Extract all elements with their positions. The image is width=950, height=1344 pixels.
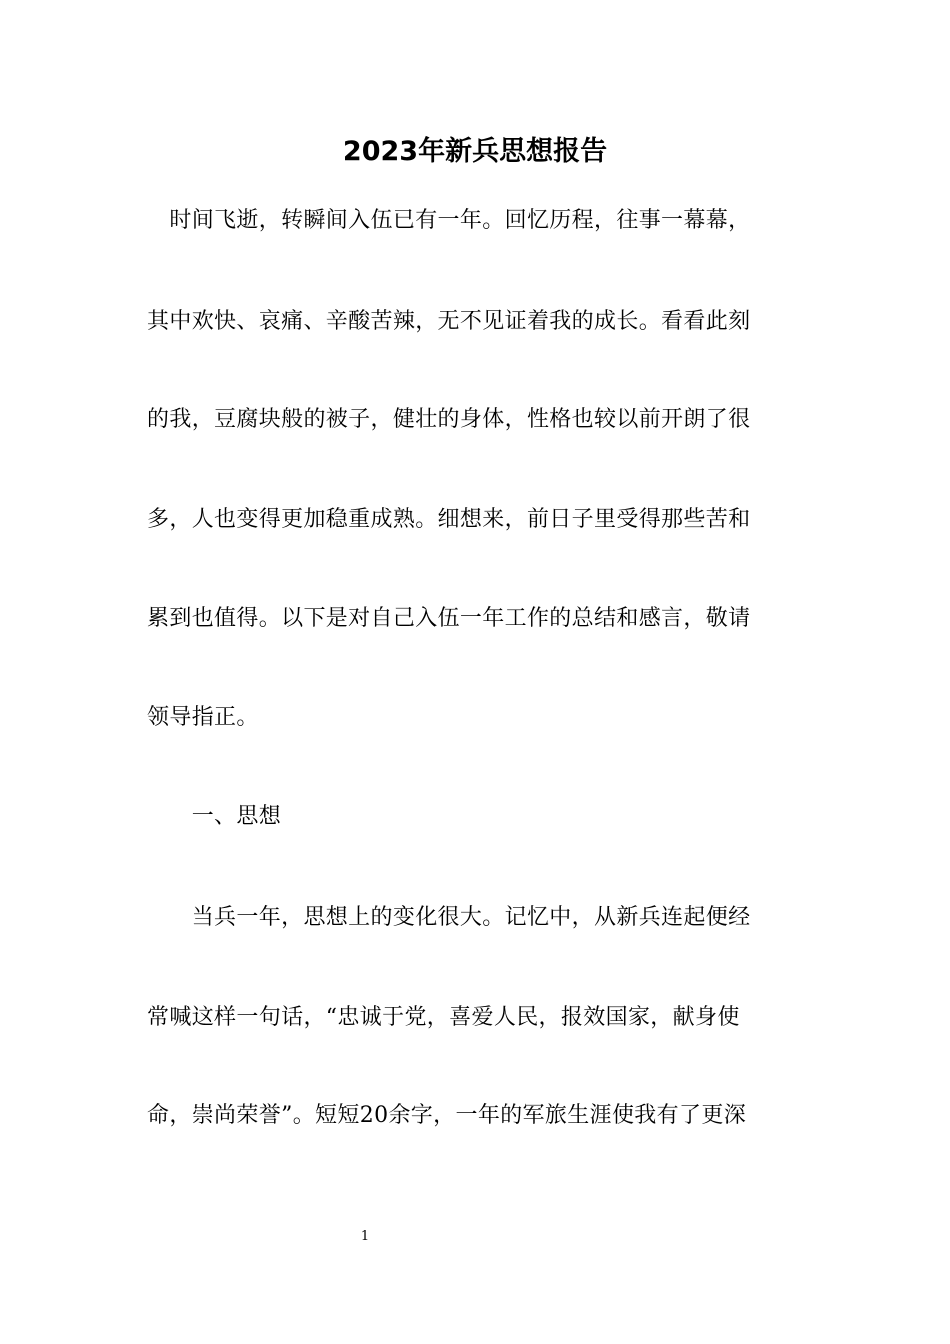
paragraph-line: 领导指正。 [147, 705, 259, 730]
paragraph-line: 当兵一年，思想上的变化很大。记忆中，从新兵连起便经 [147, 905, 751, 930]
page-number: 1 [360, 1229, 370, 1244]
paragraph-line: 其中欢快、哀痛、辛酸苦辣，无不见证着我的成长。看看此刻 [147, 309, 751, 334]
paragraph-line: 累到也值得。以下是对自己入伍一年工作的总结和感言，敬请 [147, 606, 751, 631]
paragraph-line: 多，人也变得更加稳重成熟。细想来，前日子里受得那些苦和 [147, 507, 751, 532]
paragraph-line: 常喊这样一句话，“忠诚于党，喜爱人民，报效国家，献身使 [147, 1005, 740, 1030]
paragraph-line: 的我，豆腐块般的被子，健壮的身体，性格也较以前开朗了很 [147, 407, 751, 432]
paragraph-line: 时间飞逝，转瞬间入伍已有一年。回忆历程，往事一幕幕， [147, 208, 751, 233]
paragraph-line: 命，崇尚荣誉”。短短20余字，一年的军旅生涯使我有了更深 [147, 1103, 747, 1128]
document-title: 2023年新兵思想报告 [342, 136, 608, 167]
section-heading: 一、思想 [147, 804, 282, 829]
